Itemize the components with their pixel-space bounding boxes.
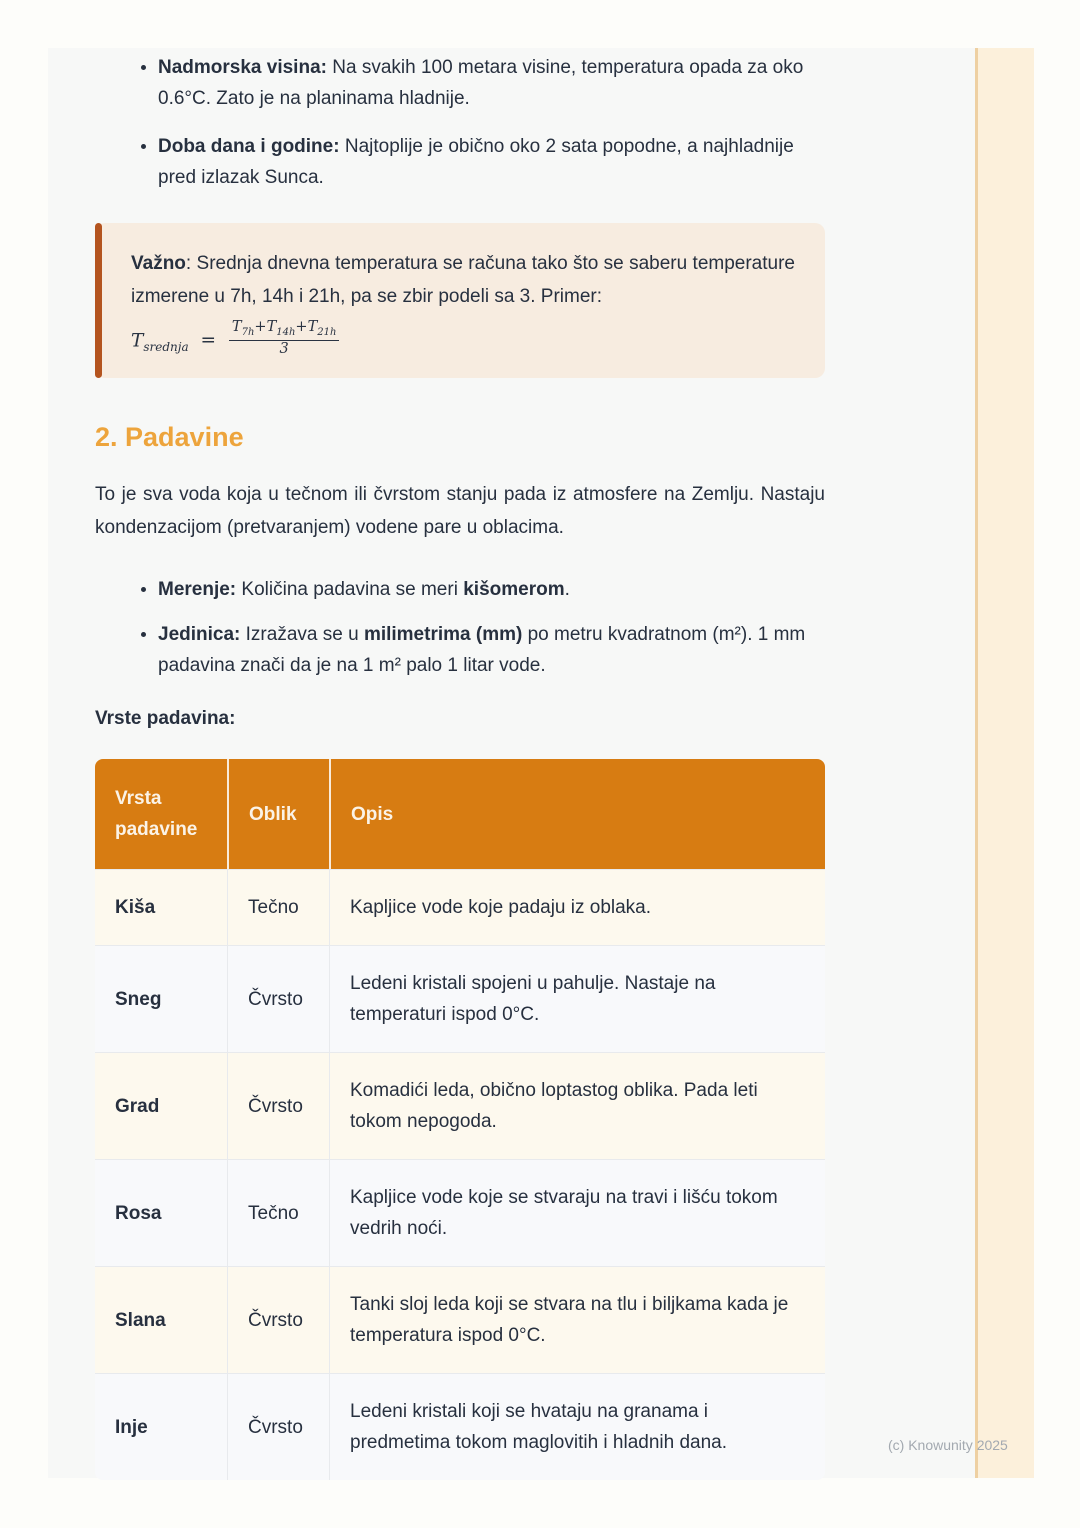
bullet-label: Jedinica: — [158, 624, 241, 646]
cell-oblik: Tečno — [227, 1159, 329, 1266]
term: T — [266, 319, 277, 335]
column-header-vrsta: Vrsta padavine — [95, 759, 227, 869]
term: T — [231, 319, 242, 335]
callout-accent-bar — [95, 223, 102, 378]
bullet-bold-text: milimetrima (mm) — [363, 624, 523, 646]
cell-vrsta: Slana — [95, 1266, 227, 1373]
callout-body: : Srednja dnevna temperatura se računa tako što se saberu temperature izmerene u 7h, 14h i 21h, pa se zbir podeli sa 3. Primer: — [131, 253, 795, 307]
term-sub: 7h — [241, 326, 255, 338]
cell-opis: Ledeni kristali koji se hvataju na granama i predmetima tokom maglovitih i hladnih dana. — [329, 1373, 825, 1480]
list-item — [158, 574, 825, 605]
cell-vrsta: Inje — [95, 1373, 227, 1480]
formula-numerator — [229, 319, 339, 341]
term-sub: 14h — [276, 326, 296, 338]
table-label: Vrste padavina: — [95, 708, 236, 730]
table-row — [95, 1052, 825, 1159]
table-row — [95, 869, 825, 945]
document-content — [95, 52, 825, 1480]
list-item — [158, 619, 825, 681]
list-item — [158, 52, 825, 114]
table — [95, 759, 825, 1480]
bullet-text: . — [564, 579, 570, 601]
bullet-bold-text: kišomerom — [463, 579, 565, 601]
cell-vrsta: Grad — [95, 1052, 227, 1159]
callout-label: Važno — [131, 253, 186, 274]
table-row — [95, 1266, 825, 1373]
important-callout — [95, 223, 825, 378]
page-edge-stripe — [975, 48, 1034, 1478]
cell-vrsta: Rosa — [95, 1159, 227, 1266]
temperature-factors-list — [95, 52, 825, 193]
table-row — [95, 945, 825, 1052]
precipitation-types-table — [95, 759, 825, 1480]
cell-vrsta: Sneg — [95, 945, 227, 1052]
cell-opis: Ledeni kristali spojeni u pahulje. Nastaje na temperaturi ispod 0°C. — [329, 945, 825, 1052]
cell-vrsta: Kiša — [95, 869, 227, 945]
cell-oblik: Čvrsto — [227, 1373, 329, 1480]
term-sub: 21h — [317, 326, 337, 338]
table-row — [95, 1373, 825, 1480]
cell-opis: Kapljice vode koje se stvaraju na travi i lišću tokom vedrih noći. — [329, 1159, 825, 1266]
bullet-text: Najtoplije je obično oko 2 sata popodne, a najhladnije pred izlazak Sunca. — [158, 136, 794, 188]
plus: + — [254, 319, 267, 335]
bullet-text: Izražava se u — [240, 624, 364, 646]
cell-oblik: Čvrsto — [227, 1266, 329, 1373]
cell-opis: Kapljice vode koje padaju iz oblaka. — [329, 869, 825, 945]
section-intro-paragraph: To je sva voda koja u tečnom ili čvrstom stanju pada iz atmosfere na Zemlju. Nastaju kondenzacijom (pretvaranjem) vodene pare u oblacima. — [95, 484, 825, 538]
table-header-row — [95, 759, 825, 869]
formula-lhs-sub: srednja — [143, 339, 189, 354]
copyright-watermark: (c) Knowunity 2025 — [888, 1437, 1008, 1453]
bullet-label: Merenje: — [158, 579, 237, 601]
table-row — [95, 1159, 825, 1266]
bullet-label: Doba dana i godine: — [158, 136, 340, 157]
cell-opis: Komadići leda, obično loptastog oblika. Pada leti tokom nepogoda. — [329, 1052, 825, 1159]
precipitation-properties-list — [95, 574, 825, 681]
mean-temperature-formula — [131, 319, 795, 358]
bullet-text: po metru kvadratnom (m²). 1 mm padavina znači da je na 1 m² palo 1 litar vode. — [158, 624, 806, 677]
list-item — [158, 131, 825, 193]
cell-oblik: Čvrsto — [227, 1052, 329, 1159]
cell-oblik: Čvrsto — [227, 945, 329, 1052]
cell-opis: Tanki sloj leda koji se stvara na tlu i biljkama kada je temperatura ispod 0°C. — [329, 1266, 825, 1373]
column-header-opis: Opis — [329, 759, 825, 869]
formula-lhs: T — [131, 330, 144, 352]
plus: + — [295, 319, 308, 335]
callout-text — [131, 247, 795, 313]
column-header-oblik: Oblik — [227, 759, 329, 869]
formula-equals: = — [200, 330, 217, 352]
bullet-label: Nadmorska visina: — [158, 57, 327, 78]
formula-fraction — [229, 319, 339, 358]
term: T — [307, 319, 318, 335]
bullet-text: Količina padavina se meri — [236, 579, 464, 601]
section-heading: 2. Padavine — [95, 422, 244, 453]
formula-denominator: 3 — [279, 340, 289, 357]
bullet-text: Na svakih 100 metara visine, temperatura opada za oko 0.6°C. Zato je na planinama hladnije. — [158, 57, 804, 109]
cell-oblik: Tečno — [227, 869, 329, 945]
